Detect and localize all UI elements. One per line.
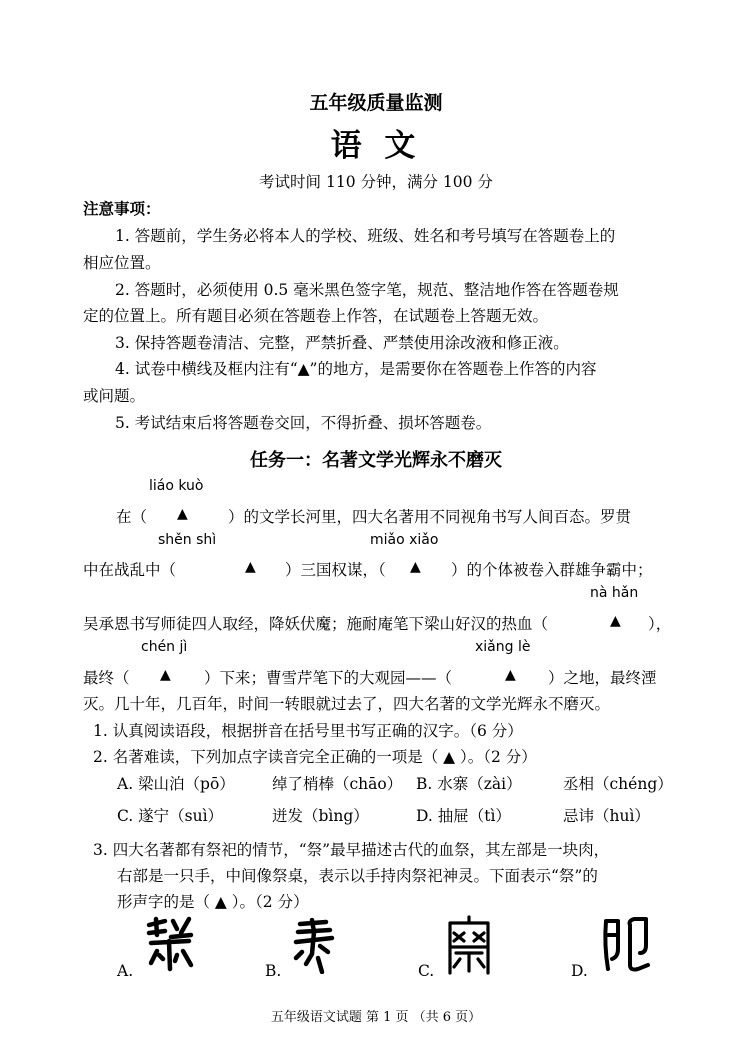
answer-blank-marker: ▲ — [160, 667, 171, 683]
passage-text: ）之地，最终湮 — [548, 669, 657, 687]
q2-option-a-item2: 绰了梢棒（chāo） — [272, 775, 403, 793]
task1-title: 任务一：名著文学光辉永不磨灭 — [250, 450, 502, 471]
exam-info: 考试时间 110 分钟，满分 100 分 — [259, 173, 493, 191]
exam-title: 五年级质量监测 — [309, 92, 443, 114]
answer-blank-marker: ▲ — [245, 559, 256, 575]
notice-line: 4. 试卷中横线及框内注有“▲”的地方，是需要你在答题卷上作答的内容 — [115, 360, 597, 378]
subject-title: 语 文 — [330, 128, 422, 164]
passage-text: 灭。几十年，几百年，时间一转眼就过去了，四大名著的文学光辉永不磨灭。 — [83, 695, 611, 713]
notice-line: 1. 答题前，学生务必将本人的学校、班级、姓名和考号填写在答题卷上的 — [115, 227, 616, 245]
q3-option-d-label: D. — [571, 962, 588, 980]
q2-option-c-item2: 迸发（bìng） — [272, 807, 369, 825]
seal-script-glyph-d — [600, 915, 652, 973]
answer-blank-marker: ▲ — [410, 559, 421, 575]
seal-script-glyph-a — [145, 915, 195, 973]
passage-text: ）三国权谋，（ — [285, 561, 386, 579]
seal-script-glyph-b — [292, 918, 336, 974]
passage-text: ）， — [648, 615, 672, 633]
pinyin-label: nà hǎn — [590, 585, 639, 601]
notice-line: 定的位置上。所有题目必须在答题卷上作答，在试题卷上答题无效。 — [83, 307, 549, 325]
notice-line: 或问题。 — [83, 387, 146, 405]
passage-text: 最终（ — [83, 669, 130, 687]
pinyin-label: miǎo xiǎo — [370, 532, 439, 548]
seal-script-glyph-c — [446, 915, 492, 975]
passage-text: ）的个体被卷入群雄争霸中； — [451, 561, 653, 579]
passage-text: 在（ — [116, 508, 148, 526]
q3-option-a-label: A. — [117, 962, 134, 980]
question-2: 2. 名著难读，下列加点字读音完全正确的一项是（ ▲ ）。（2 分） — [93, 748, 537, 766]
q2-option-d-item2: 忌讳（huì） — [563, 807, 650, 825]
notice-line: 3. 保持答题卷清洁、完整，严禁折叠、严禁使用涂改液和修正液。 — [115, 334, 569, 352]
pinyin-label: liáo kuò — [149, 478, 204, 494]
answer-blank-marker: ▲ — [505, 667, 516, 683]
q2-option-b: B. 水寨（zài） — [416, 775, 522, 793]
passage-text: 中在战乱中（ — [83, 561, 177, 579]
notice-line: 2. 答题时，必须使用 0.5 毫米黑色签字笔，规范、整洁地作答在答题卷规 — [115, 281, 619, 299]
question-3-line: 右部是一只手，中间像祭桌，表示以手持肉祭祀神灵。下面表示“祭”的 — [117, 867, 598, 885]
q2-option-d: D. 抽屉（tì） — [416, 807, 511, 825]
notice-line: 5. 考试结束后将答题卷交回，不得折叠、损坏答题卷。 — [115, 414, 492, 432]
passage-text: ）下来；曹雪芹笔下的大观园——（ — [204, 669, 453, 687]
pinyin-label: shěn shì — [158, 532, 217, 548]
page-footer: 五年级语文试题 第 1 页 （共 6 页） — [270, 1010, 482, 1025]
passage-text: 吴承恩书写师徒四人取经，降妖伏魔；施耐庵笔下梁山好汉的热血（ — [83, 615, 549, 633]
q2-option-b-item2: 丞相（chéng） — [563, 775, 673, 793]
pinyin-label: xiǎng lè — [475, 639, 531, 655]
question-3: 3. 四大名著都有祭祀的情节，“祭”最早描述古代的血祭，其左部是一块肉， — [93, 841, 610, 859]
q3-option-c-label: C. — [418, 962, 435, 980]
question-1: 1. 认真阅读语段，根据拼音在括号里书写正确的汉字。（6 分） — [93, 722, 523, 740]
q2-option-c: C. 遂宁（suì） — [117, 807, 224, 825]
answer-blank-marker: ▲ — [177, 506, 188, 522]
question-3-line: 形声字的是（ ▲ ）。（2 分） — [117, 893, 309, 911]
notice-line: 相应位置。 — [83, 254, 161, 272]
q2-option-a: A. 梁山泊（pō） — [117, 775, 235, 793]
q3-option-b-label: B. — [265, 962, 282, 980]
notice-heading: 注意事项： — [83, 199, 161, 218]
pinyin-label: chén jì — [141, 639, 188, 655]
passage-text: ）的文学长河里，四大名著用不同视角书写人间百态。罗贯 — [228, 508, 632, 526]
answer-blank-marker: ▲ — [610, 613, 621, 629]
